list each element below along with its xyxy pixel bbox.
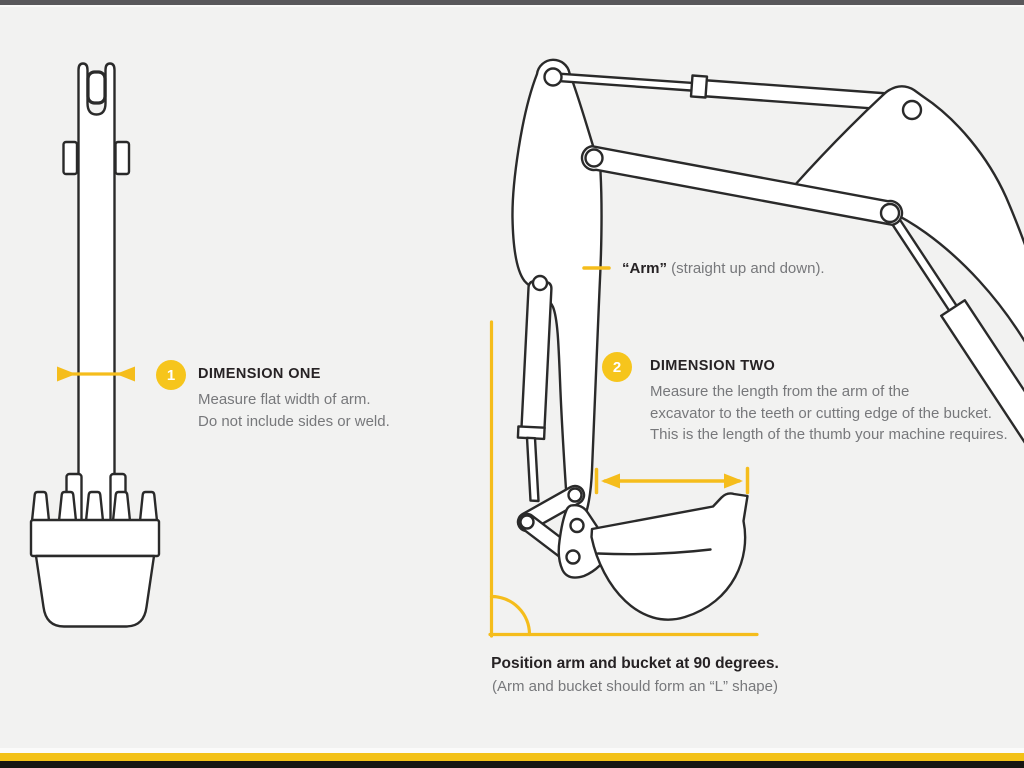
- position-caption-sub: (Arm and bucket should form an “L” shape): [492, 678, 778, 695]
- front-side-tab-left: [64, 142, 78, 174]
- arm-front-view-illustration: [31, 64, 159, 627]
- front-bucket-lip: [31, 520, 159, 556]
- side-boom: [794, 86, 1024, 345]
- dimension-one-badge: [156, 360, 186, 390]
- front-side-tab-right: [116, 142, 130, 174]
- arm-callout-bold: “Arm”: [622, 260, 668, 277]
- arm-callout-label: [622, 260, 825, 277]
- front-bucket-body: [36, 556, 154, 627]
- dimension-two-line: excavator to the teeth or cutting edge of the bucket.: [650, 404, 992, 422]
- position-caption: [465, 655, 805, 695]
- dimension-two-number: 2: [612, 358, 622, 376]
- front-arm-shaft: [79, 64, 115, 525]
- side-arm-stick: [512, 60, 603, 523]
- dimension-one-line: Do not include sides or weld.: [198, 412, 390, 430]
- dimension-one-title: DIMENSION ONE: [198, 366, 321, 382]
- dimension-one-block: [198, 366, 390, 432]
- dimension-two-line: Measure the length from the arm of the: [650, 383, 910, 400]
- footer-black-strip: [0, 761, 1024, 768]
- dimension-two-badge: [602, 352, 632, 382]
- position-caption-bold: Position arm and bucket at 90 degrees.: [491, 655, 779, 672]
- side-bucket: [592, 493, 748, 619]
- excavator-side-view-illustration: [512, 60, 1024, 620]
- arm-callout-rest: (straight up and down).: [667, 260, 825, 277]
- footer-yellow-strip: [0, 753, 1024, 761]
- dimension-one-line: Measure flat width of arm.: [198, 391, 371, 408]
- dimension-two-title: DIMENSION TWO: [650, 358, 776, 374]
- front-pin-boss: [88, 72, 105, 103]
- dimension-two-block: [650, 358, 1008, 446]
- dimension-one-number: 1: [166, 366, 176, 384]
- dimension-two-line: This is the length of the thumb your machine requires.: [650, 426, 1008, 443]
